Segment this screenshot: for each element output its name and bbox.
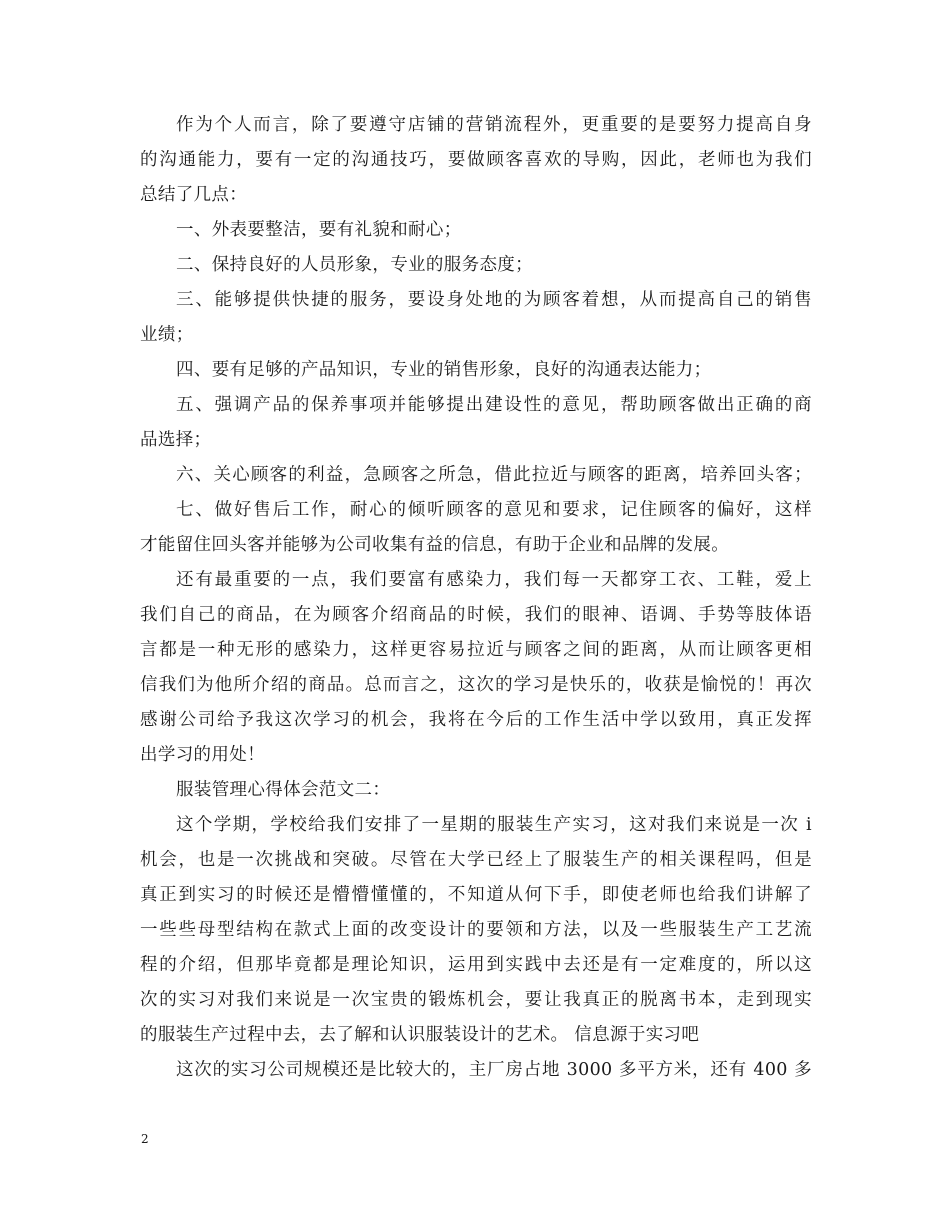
text-line: 才能留住回头客并能够为公司收集有益的信息，有助于企业和品牌的发展。 <box>140 535 730 555</box>
list-item: 二、保持良好的人员形象，专业的服务态度； <box>176 255 533 275</box>
text-line: 感谢公司给予我这次学习的机会，我将在今后的工作生活中学以致用，真正发挥 <box>140 710 812 730</box>
text-line: 我们自己的商品，在为顾客介绍商品的时候，我们的眼神、语调、手势等肢体语 <box>140 605 812 625</box>
text-line: 作为个人而言，除了要遵守店铺的营销流程外，更重要的是要努力提高自身 <box>176 115 812 135</box>
list-item: 一、外表要整洁，要有礼貌和耐心； <box>176 220 462 240</box>
document-body <box>140 108 812 1088</box>
list-item: 七、做好售后工作，耐心的倾听顾客的意见和要求，记住顾客的偏好，这样 <box>176 500 812 520</box>
text-line: 的服装生产过程中去，去了解和认识服装设计的艺术。 信息源于实习吧 <box>140 1025 700 1045</box>
text-line: 次的实习对我们来说是一次宝贵的锻炼机会，要让我真正的脱离书本，走到现实 <box>140 990 812 1010</box>
text-line: 品选择； <box>140 430 212 450</box>
list-item: 三、能够提供快捷的服务，要设身处地的为顾客着想，从而提高自己的销售 <box>176 290 812 310</box>
text-line: 信我们为他所介绍的商品。总而言之，这次的学习是快乐的，收获是愉悦的！再次 <box>140 675 812 695</box>
text-line: 出学习的用处！ <box>140 745 265 765</box>
list-item: 四、要有足够的产品知识，专业的销售形象，良好的沟通表达能力； <box>176 360 712 380</box>
page-number: 2 <box>141 1132 149 1146</box>
text-line: 程的介绍，但那毕竟都是理论知识，运用到实践中去还是有一定难度的，所以这 <box>140 955 812 975</box>
text-line: 言都是一种无形的感染力，这样更容易拉近与顾客之间的距离，从而让顾客更相 <box>140 640 812 660</box>
text-line: 一些些母型结构在款式上面的改变设计的要领和方法，以及一些服装生产工艺流 <box>140 920 812 940</box>
section-heading: 服装管理心得体会范文二： <box>176 780 391 800</box>
text-line: 的沟通能力，要有一定的沟通技巧，要做顾客喜欢的导购，因此，老师也为我们 <box>140 150 812 170</box>
text-line: 还有最重要的一点，我们要富有感染力，我们每一天都穿工衣、工鞋，爱上 <box>176 570 812 590</box>
text-line: 这次的实习公司规模还是比较大的，主厂房占地 3000 多平方米，还有 400 多 <box>176 1060 812 1080</box>
text-line: 总结了几点： <box>140 185 248 205</box>
list-item: 六、关心顾客的利益，急顾客之所急，借此拉近与顾客的距离，培养回头客； <box>176 465 812 485</box>
text-line: 真正到实习的时候还是懵懵懂懂的，不知道从何下手，即使老师也给我们讲解了 <box>140 885 812 905</box>
list-item: 五、强调产品的保养事项并能够提出建设性的意见，帮助顾客做出正确的商 <box>176 395 812 415</box>
text-line: 业绩； <box>140 325 194 345</box>
text-line: 这个学期，学校给我们安排了一星期的服装生产实习，这对我们来说是一次 i <box>176 815 812 835</box>
text-line: 机会，也是一次挑战和突破。尽管在大学已经上了服装生产的相关课程吗，但是 <box>140 850 812 870</box>
